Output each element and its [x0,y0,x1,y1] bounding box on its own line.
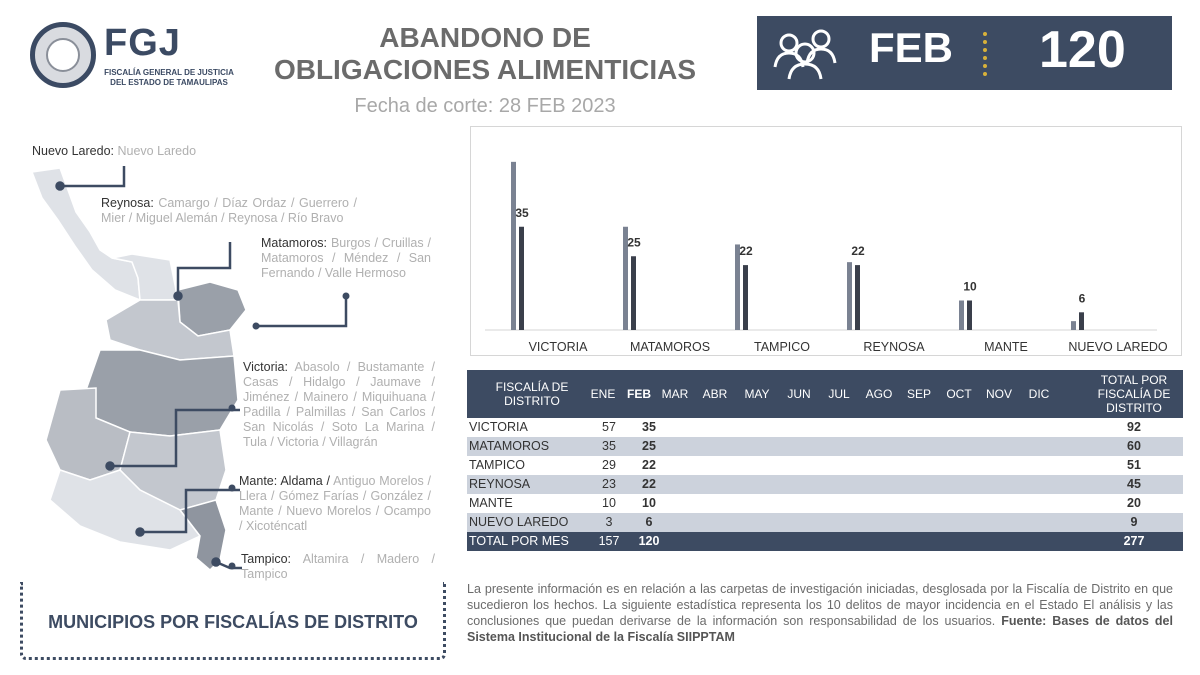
bar-ene-mante [959,301,964,331]
cell-total: 60 [1127,439,1141,453]
header-total: TOTAL POR FISCALÍA DE DISTRITO [1097,373,1171,415]
month-kpi-banner [757,16,1172,90]
header-month-feb: FEB [627,387,651,401]
cell-ene: 23 [602,477,616,491]
district-mante: Mante: Aldama / Antiguo Morelos / Llera / Gómez Farías / González / Mante / Nuevo Morelos / Ocampo / Xicoténcatl [239,474,431,533]
cell-district: MATAMOROS [469,439,550,453]
cell-district: MANTE [469,496,513,510]
bar-feb-mante [967,301,972,331]
table-row [467,418,1183,437]
cell-district: VICTORIA [469,420,528,434]
data-label: 6 [1078,291,1086,306]
cell-total: 9 [1130,515,1138,529]
header-month-jul: JUL [828,387,850,401]
cell-feb: 22 [642,477,656,491]
cell-total: 92 [1127,420,1141,434]
header-month-sep: SEP [906,387,931,401]
fgj-logo [30,22,234,102]
map-legend-title: MUNICIPIOS POR FISCALÍAS DE DISTRITO [48,612,418,632]
header-month-dic: DIC [1028,387,1050,401]
district-nuevo-laredo: Nuevo Laredo: Nuevo Laredo [32,144,197,158]
cell-district: REYNOSA [469,477,531,491]
bar-feb-matamoros [631,256,636,330]
cell-total: 20 [1127,496,1141,510]
bar-chart [470,126,1182,356]
category-label: NUEVO LAREDO [1068,340,1168,354]
cell-ene: 29 [602,458,616,472]
cell-total: 277 [1123,534,1145,548]
logo-name: FGJ [104,22,181,64]
bar-feb-tampico [743,265,748,330]
district-matamoros: Matamoros: Burgos / Cruillas / Matamoros / Méndez / San Fernando / Valle Hermoso [261,236,431,280]
cell-feb: 35 [642,420,656,434]
district-reynosa: Reynosa: Camargo / Díaz Ordaz / Guerrero / Mier / Miguel Alemán / Reynosa / Río Bravo [101,196,357,225]
victoria-connector-dot [226,402,238,414]
data-label: 35 [515,205,529,220]
bar-ene-reynosa [847,262,852,330]
people-group-icon [771,23,843,83]
district-table [467,370,1183,551]
bar-feb-victoria [519,227,524,330]
logo-subtitle: FISCALÍA GENERAL DE JUSTICIA DEL ESTADO DE TAMAULIPAS [104,68,234,87]
cell-feb: 120 [638,534,660,548]
header-month-may: MAY [744,387,770,401]
cell-total: 51 [1127,458,1141,472]
cell-feb: 6 [645,515,653,529]
cell-ene: 157 [598,534,620,548]
page-title: ABANDONO DE OBLIGACIONES ALIMENTICIAS [273,22,697,85]
cell-ene: 35 [602,439,616,453]
header-month-mar: MAR [661,387,689,401]
kpi-value: 120 [1039,21,1126,79]
cell-ene: 57 [602,420,616,434]
district-victoria: Victoria: Abasolo / Bustamante / Casas / Hidalgo / Jaumave / Jiménez / Mainero / Miquihuana / Padilla / Palmillas / San Carlos / San Nicolás / Soto La Marina / Tula / Victoria / Villagrán [243,360,435,449]
header-month-jun: JUN [787,387,811,401]
table-row [467,513,1183,532]
matamoros-connector [250,290,360,330]
cell-district: TOTAL POR MES [469,534,569,548]
header-month-nov: NOV [985,387,1012,401]
kpi-month: FEB [869,24,953,71]
category-label: MANTE [984,340,1028,354]
chart-canvas [471,127,1183,357]
table-row [467,456,1183,475]
header-month-abr: ABR [702,387,728,401]
total-row [467,532,1183,551]
cell-feb: 25 [642,439,656,453]
cell-ene: 3 [605,515,613,529]
header-month-ene: ENE [590,387,616,401]
district-tampico: Tampico: Altamira / Madero / Tampico [241,552,435,581]
data-label: 25 [627,235,641,250]
cell-district: NUEVO LAREDO [469,515,569,529]
cell-feb: 10 [642,496,656,510]
bar-feb-reynosa [855,265,860,330]
table-row [467,475,1183,494]
seal-icon [30,22,96,88]
data-label: 22 [739,244,753,259]
category-label: TAMPICO [753,340,811,354]
table-row [467,494,1183,513]
bar-ene-victoria [511,162,516,330]
header-month-oct: OCT [946,387,972,401]
table-row [467,437,1183,456]
category-label: VICTORIA [528,340,588,354]
header-month-ago: AGO [865,387,893,401]
cell-total: 45 [1127,477,1141,491]
kpi-divider [983,32,987,76]
bar-feb-nuevo-laredo [1079,312,1084,330]
table-header [467,370,1183,418]
cell-district: TAMPICO [469,458,526,472]
cell-feb: 22 [642,458,656,472]
footnote: La presente información es en relación a las carpetas de investigación iniciadas, desglosada por la Fiscalía de Distrito en que sucedieron los hechos. La siguiente estadística representa los 10 delitos de mayor incidencia en el Estado El análisis y las conclusiones que puedan derivarse de la información son responsabilidad de los usuarios. Fuente: Bases de datos del Sistema Institucional de la Fiscalía SIIPPTAM [467,582,1173,644]
category-label: REYNOSA [863,340,925,354]
header-district: FISCALÍA DE DISTRITO [495,380,569,408]
category-label: MATAMOROS [629,340,711,354]
cutoff-date: Fecha de corte: 28 FEB 2023 [354,95,616,117]
tampico-connector-dot [226,560,238,572]
cell-ene: 10 [602,496,616,510]
mante-connector-dot [226,482,238,494]
bar-ene-nuevo-laredo [1071,321,1076,330]
data-label: 22 [851,244,865,259]
data-label: 10 [963,279,977,294]
